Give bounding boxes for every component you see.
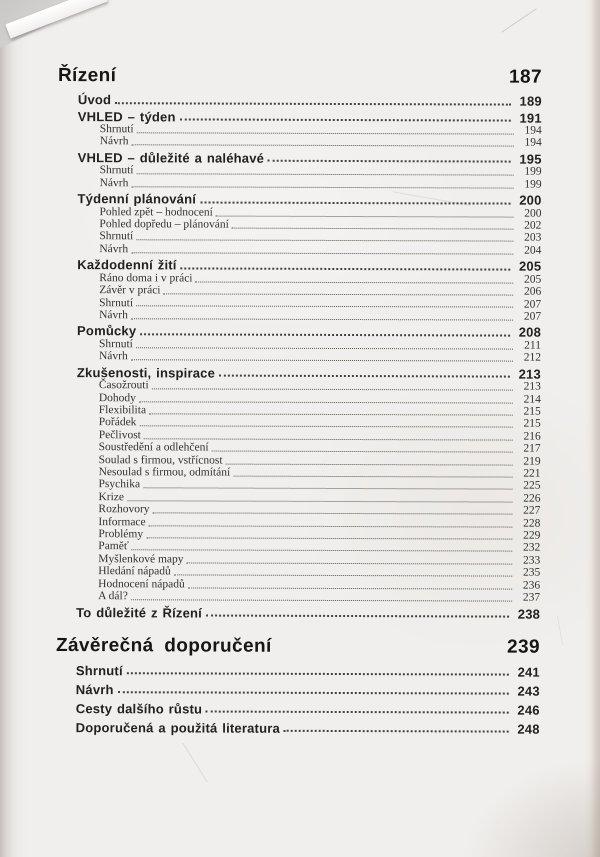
dot-leader [143,488,512,490]
toc-entry-label: Shrnutí [99,230,134,243]
toc-entry-label: Každodenní žití [77,257,177,273]
toc-entry [56,528,540,542]
dot-leader [118,691,509,694]
dot-leader [139,401,513,403]
toc-entry-page-number: 194 [524,124,542,137]
toc-entry-page-number: 200 [524,207,542,220]
toc-entry-page-number: 229 [523,529,541,542]
toc-entry-label: Časožrouti [98,379,149,392]
toc-entry-page-number: 243 [517,683,540,699]
toc-entry-label: Návrh [99,242,129,256]
dot-leader [127,500,512,502]
toc-entry-page-number: 232 [523,542,541,555]
toc-section [56,64,542,621]
toc-entry [56,590,540,604]
section-title: Řízení [57,64,117,87]
dot-leader [212,451,513,453]
dot-leader [216,215,514,217]
toc-entry-label: Pohled zpět – hodnocení [99,205,213,219]
toc-entry-page-number: 195 [519,151,542,167]
dot-leader [232,228,514,230]
toc-entry-page-number: 227 [523,504,541,517]
toc-entry [57,297,541,311]
toc-entry-label: Návrh [99,309,128,322]
toc-entry-label: Zkušenosti, inspirace [76,364,216,381]
toc-entry-label: Cesty dalšího růstu [75,700,203,717]
toc-entry-page-number: 215 [523,405,541,418]
toc-entry-page-number: 205 [523,273,542,286]
dot-leader [226,463,513,465]
dot-leader [136,173,513,175]
toc-entry-page-number: 219 [523,455,541,468]
dot-leader [146,537,512,539]
toc-entry-page-number: 208 [518,324,542,341]
dot-leader [131,186,513,188]
toc-entry-label: Paměť [98,540,129,553]
toc-entry-page-number: 191 [519,110,542,126]
page-left-edge-shadow [0,0,26,857]
toc-entry-page-number: 213 [523,380,541,393]
toc-entry-page-number: 212 [523,351,541,364]
toc-entry [58,164,542,178]
section-page-number: 187 [509,66,542,88]
dot-leader [180,118,511,121]
toc-entry-page-number: 217 [523,442,541,455]
toc-entry [56,682,540,697]
toc-entry-label: Závěr v práci [99,284,161,297]
dot-leader [140,333,510,336]
toc-entry-label: Návrh [98,350,128,363]
toc-entry-page-number: 215 [523,418,541,431]
toc-entry-page-number: 238 [517,606,541,622]
dot-leader [136,306,513,308]
heading-spacer [272,652,507,653]
toc-entry-page-number: 228 [523,517,541,530]
toc-entry-page-number: 241 [517,664,540,680]
toc-entry-page-number: 207 [523,298,542,311]
dot-leader [127,672,509,675]
section-heading [58,64,542,90]
dot-leader [131,145,513,147]
section-heading [56,634,540,660]
dot-leader [136,240,513,242]
toc-entry-page-number: 233 [522,554,541,567]
dot-leader [196,281,514,283]
toc-entry-label: Rozhovory [98,503,150,516]
toc-entry-label: Pomůcky [77,323,137,339]
toc-entry-page-number: 211 [524,339,542,352]
toc-entry-label: Týdenní plánování [77,191,197,207]
dot-leader [139,426,512,428]
toc-entry-page-number: 213 [518,366,541,382]
toc-entry-label: Návrh [99,135,129,148]
toc-entry-page-number: 221 [523,467,541,480]
toc-entry-label: Shrnutí [99,338,133,351]
bottom-right-corner-shadow [450,747,600,857]
dot-leader [187,562,513,564]
toc-entry [57,243,541,257]
dot-leader [115,102,511,105]
toc-entry [56,701,540,716]
dot-leader [153,512,513,514]
page-right-edge-shadow [585,0,600,857]
scan-scratch [557,616,563,646]
toc-entry-page-number: 189 [519,93,542,109]
dot-leader [131,252,513,254]
toc-entry-label: Shrnutí [99,164,134,177]
toc-entry-label: Soustředění a odlehčení [98,441,209,454]
dot-leader [149,413,513,415]
toc-entry-label: Pohled dopředu – plánování [99,218,229,231]
dot-leader [284,730,509,733]
toc-entry-label: Ráno doma i v práci [99,271,193,285]
dot-leader [131,318,513,320]
toc-entry [57,309,541,323]
dot-leader [152,388,513,390]
toc-entry-page-number: 216 [523,430,541,443]
dot-leader [132,550,513,552]
toc-entry [57,338,541,352]
dot-leader [131,599,512,601]
toc-entry-label: VHLED – důležité a naléhavé [77,149,265,166]
section-page-number: 239 [507,636,541,658]
toc-entry-page-number: 194 [524,137,542,150]
toc-entry [56,720,540,735]
toc-entry-page-number: 199 [524,165,542,179]
toc-entry-page-number: 199 [524,178,542,191]
dot-leader [206,615,509,618]
toc-entry [58,93,542,108]
toc-entry-page-number: 202 [524,219,542,232]
toc-entry-label: Shrnutí [99,123,134,136]
toc-entry-page-number: 248 [517,721,540,737]
toc-entry-label: Úvod [77,92,112,108]
toc-entry-label: To důležité z Řízení [76,604,203,621]
toc-entry-label: Pečlivost [98,428,141,442]
toc-entry-page-number: 237 [522,591,541,604]
toc-entry-label: Shrnutí [99,296,134,309]
toc-entry-label: Hledání nápadů [98,565,171,578]
dot-leader [188,587,512,589]
dot-leader [144,438,513,440]
table-of-contents [56,64,542,736]
toc-entry-label: Doporučená a použitá literatura [75,719,280,736]
section-title: Závěrečná doporučení [55,634,272,657]
scan-scratch [182,743,207,783]
toc-entry-page-number: 203 [524,232,542,245]
toc-entry-label: Flexibilita [98,404,147,417]
toc-entry [58,123,542,137]
toc-entry-label: A dál? [98,590,128,603]
heading-spacer [116,81,509,82]
dot-leader [163,293,513,295]
toc-entry [58,177,542,191]
dot-leader [136,347,513,349]
toc-entry-page-number: 207 [523,310,542,323]
toc-entry-page-number: 225 [523,480,541,493]
dot-leader [174,575,513,577]
toc-entry-label: Soulad s firmou, vstřícnost [98,453,223,467]
toc-entry-label: VHLED – týden [77,108,176,124]
dot-leader [233,476,512,478]
toc-entry [56,663,540,678]
toc-entry-page-number: 204 [524,244,542,257]
toc-entry-page-number: 235 [522,566,541,579]
toc-entry [58,135,542,149]
toc-entry-page-number: 206 [523,285,542,298]
dot-leader [181,267,511,270]
toc-entry-page-number: 200 [519,192,542,208]
toc-entry-page-number: 214 [523,393,541,406]
toc-entry-page-number: 236 [522,579,541,592]
scan-scratch [501,8,536,32]
toc-entry-label: Hodnocení nápadů [98,577,185,591]
toc-entry-label: Shrnutí [75,662,123,678]
toc-entry-label: Nesoulad s firmou, odmítání [98,466,231,479]
dot-leader [206,711,509,714]
toc-entry-label: Psychika [98,478,141,491]
dot-leader [219,375,510,378]
toc-entry-label: Informace [98,515,146,528]
toc-entry-label: Pořádek [98,416,137,429]
toc-entry [56,605,540,620]
toc-entry-label: Návrh [99,176,129,189]
toc-entry [57,478,541,492]
dot-leader [200,201,510,204]
dot-leader [268,160,511,163]
toc-entry [56,578,540,592]
toc-entry-label: Krize [98,490,125,504]
toc-entry [57,350,541,364]
toc-entry-page-number: 246 [517,702,540,718]
toc-entry [57,230,541,244]
dot-leader [131,359,513,361]
dot-leader [149,525,513,527]
toc-entry-page-number: 205 [518,258,542,274]
toc-entry-page-number: 226 [523,492,541,505]
dot-leader [137,132,514,134]
toc-entry-label: Problémy [98,528,144,541]
toc-section [56,634,540,736]
toc-entry-label: Návrh [75,681,114,697]
toc-entry-label: Dohody [98,391,136,404]
toc-entry-label: Myšlenkové mapy [98,553,184,566]
